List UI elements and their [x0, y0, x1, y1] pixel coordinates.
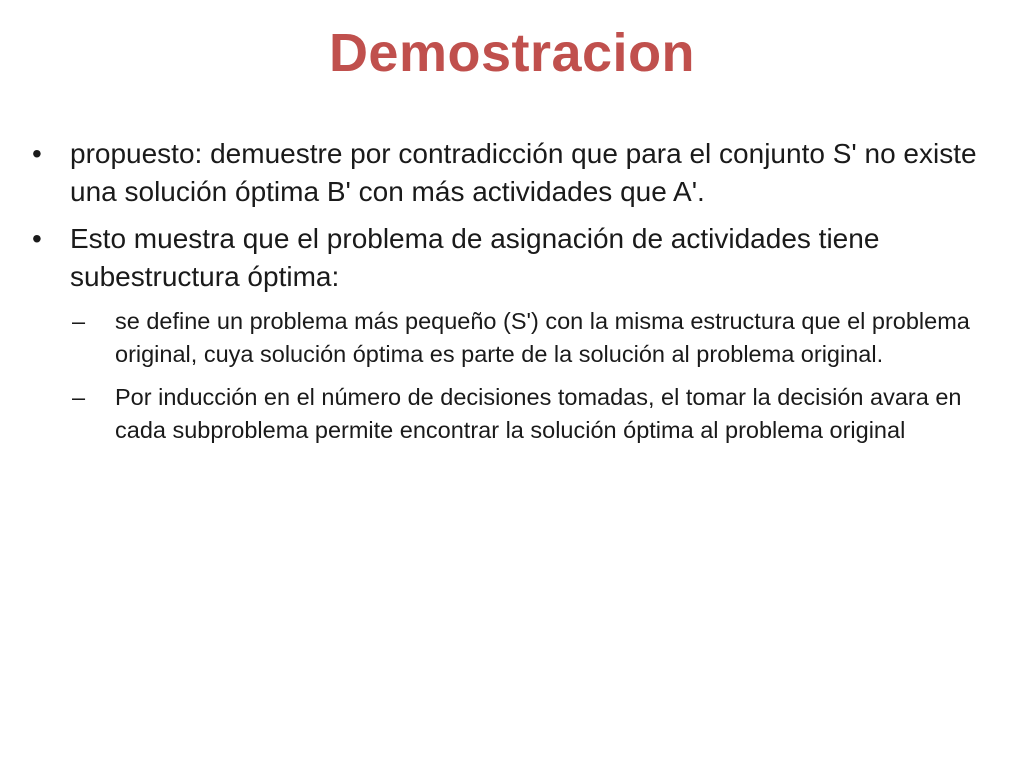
sub-bullet-item-2 — [30, 381, 990, 447]
sub-bullet-item-1 — [30, 305, 990, 371]
bullet-text: Esto muestra que el problema de asignación de actividades tiene subestructura óptima: — [70, 223, 880, 292]
slide-content — [30, 135, 990, 457]
dash-bullet-icon: – — [72, 384, 86, 410]
bullet-item-1 — [30, 135, 990, 211]
bullet-text: propuesto: demuestre por contradicción que para el conjunto S' no existe una solución óptima B' con más actividades que A'. — [70, 138, 977, 207]
bullet-dot-icon: • — [32, 223, 42, 254]
sub-bullet-text: Por inducción en el número de decisiones tomadas, el tomar la decisión avara en cada subproblema permite encontrar la solución óptima al problema original — [115, 384, 962, 443]
sub-bullet-text: se define un problema más pequeño (S') con la misma estructura que el problema original, cuya solución óptima es parte de la solución al problema original. — [115, 308, 970, 367]
dash-bullet-icon: – — [72, 308, 86, 334]
bullet-dot-icon: • — [32, 138, 42, 169]
bullet-item-2 — [30, 220, 990, 296]
slide-title: Demostracion — [328, 23, 696, 83]
